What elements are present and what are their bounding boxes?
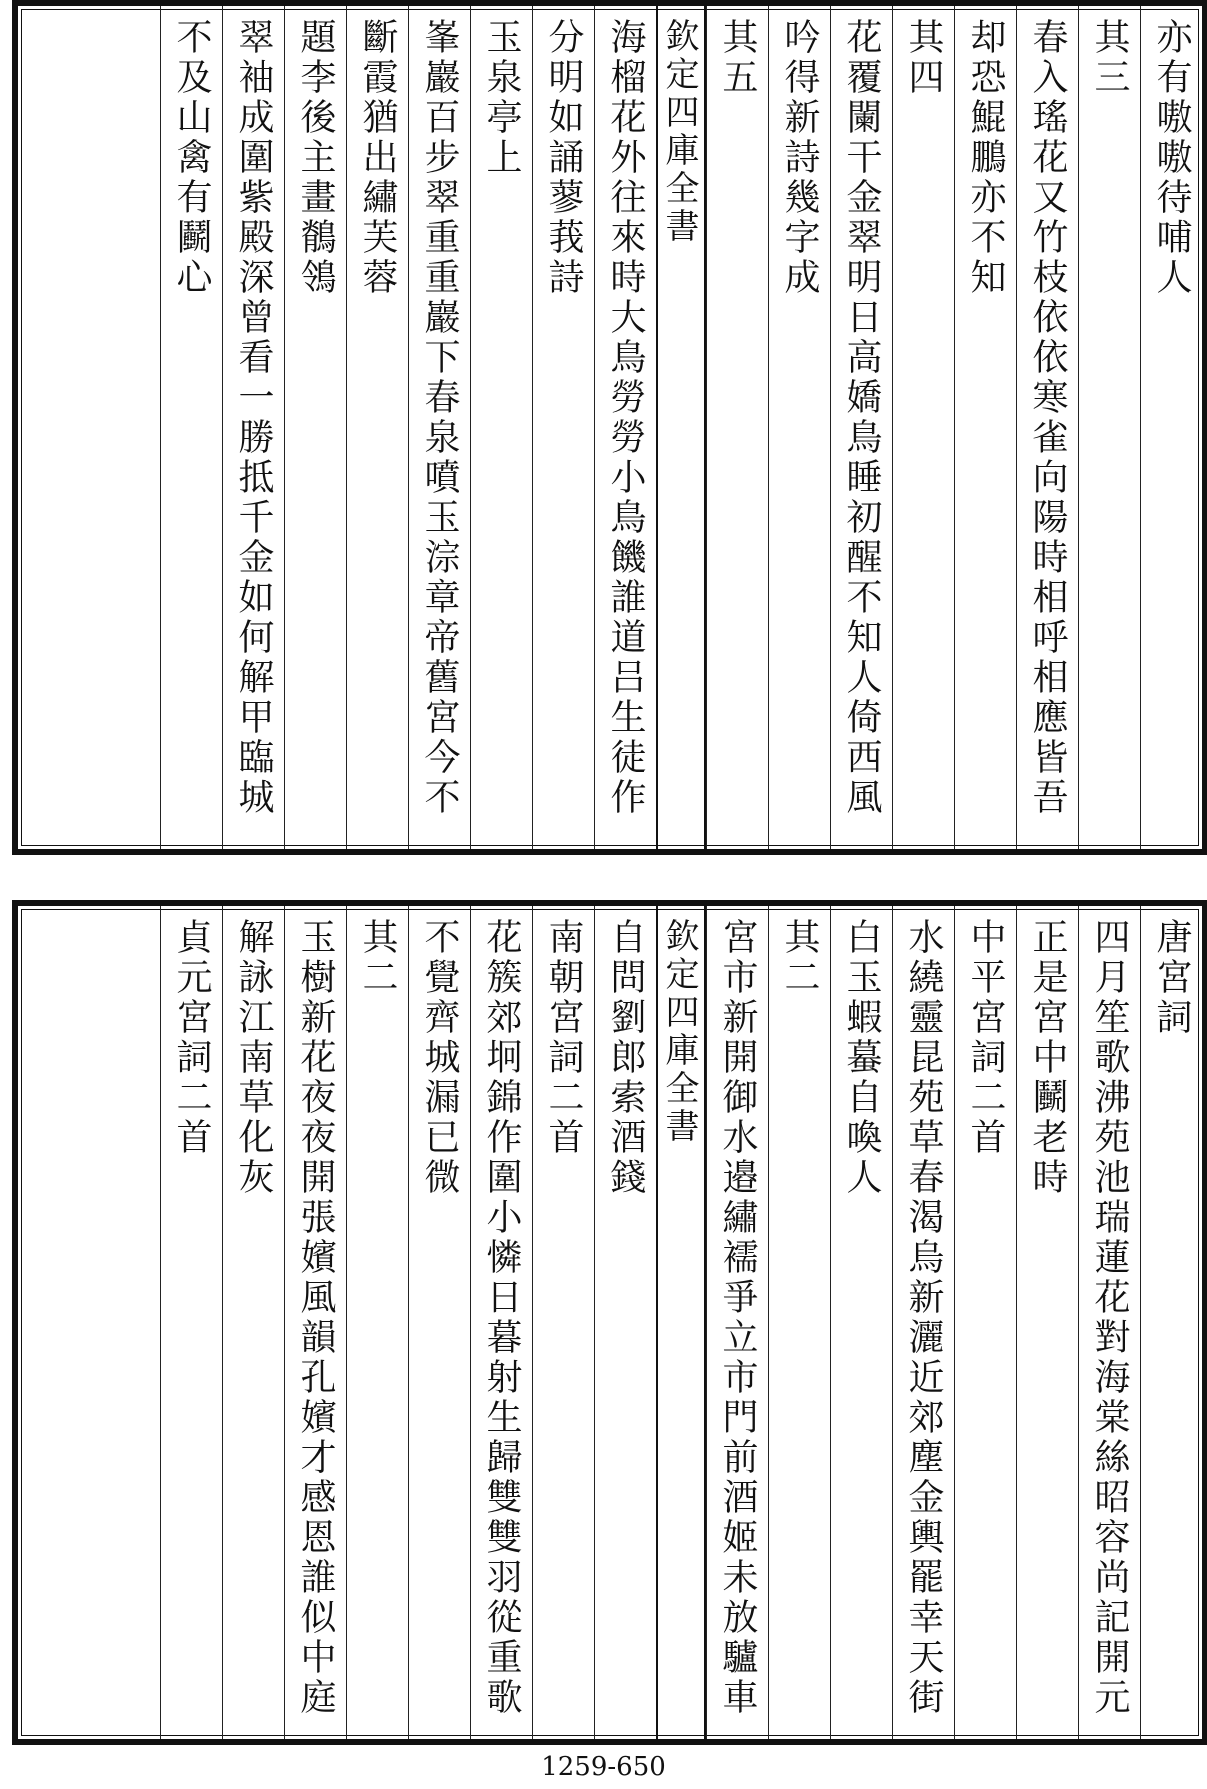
bottom-text-column: 宮市新開御水邉繡襦爭立市門前酒姬未放驢車 (706, 906, 768, 1739)
bottom-text-column: 不覺齊城漏已微 (408, 906, 470, 1739)
top-text-column: 峯巖百步翠重重巖下春泉噴玉淙章帝舊宮今不 (408, 6, 470, 849)
bottom-text-column: 白玉蝦蟇自喚人 (830, 906, 892, 1739)
bottom-page-frame (12, 900, 1207, 1745)
top-text-column: 其五 (706, 6, 768, 849)
bottom-page-columns (18, 906, 1202, 1739)
top-center-column (656, 6, 706, 849)
top-center-title: 欽定四庫全書 (659, 18, 699, 246)
bottom-center-title: 欽定四庫全書 (659, 918, 699, 1146)
top-page-columns (18, 6, 1202, 849)
bottom-text-column: 其二 (346, 906, 408, 1739)
top-text-column: 不及山禽有鬬心 (160, 6, 222, 849)
bottom-text-column: 四月笙歌沸苑池瑞蓮花對海棠絲昭容尚記開元 (1078, 906, 1140, 1739)
bottom-text-column: 解詠江南草化灰 (222, 906, 284, 1739)
top-text-column: 題李後主畫鶺鴒 (284, 6, 346, 849)
bottom-text-column: 玉樹新花夜夜開張嬪風韻孔嬪才感恩誰似中庭 (284, 906, 346, 1739)
top-text-column: 其四 (892, 6, 954, 849)
bottom-text-column: 正是宮中鬭老時 (1016, 906, 1078, 1739)
top-text-column: 吟得新詩幾字成 (768, 6, 830, 849)
bottom-text-column: 南朝宮詞二首 (532, 906, 594, 1739)
top-text-column: 春入瑤花又竹枝依依寒雀向陽時相呼相應皆吾 (1016, 6, 1078, 849)
bottom-text-column: 中平宮詞二首 (954, 906, 1016, 1739)
bottom-text-column: 唐宮詞 (1140, 906, 1202, 1739)
top-text-column: 却恐鯤鵬亦不知 (954, 6, 1016, 849)
bottom-text-column: 其二 (768, 906, 830, 1739)
top-text-column: 花覆闌干金翠明日高嬌鳥睡初醒不知人倚西風 (830, 6, 892, 849)
bottom-text-column: 自問劉郎索酒錢 (594, 906, 656, 1739)
bottom-text-column: 花簇郊坰錦作圍小憐日暮射生歸雙雙羽從重歌 (470, 906, 532, 1739)
bottom-center-column (656, 906, 706, 1739)
top-text-column: 斷霞猶出繡芙蓉 (346, 6, 408, 849)
page-number-footer: 1259-650 (541, 1752, 666, 1782)
bottom-text-column: 貞元宮詞二首 (160, 906, 222, 1739)
bottom-text-column: 水繞靈昆苑草春渴烏新灑近郊塵金輿罷幸天街 (892, 906, 954, 1739)
top-text-column: 亦有嗷嗷待哺人 (1140, 6, 1202, 849)
top-page-frame (12, 0, 1207, 855)
top-text-column: 翠袖成圍紫殿深曾看一勝抵千金如何解甲臨城 (222, 6, 284, 849)
top-text-column: 分明如誦蓼莪詩 (532, 6, 594, 849)
top-text-column: 海榴花外往來時大鳥勞勞小鳥饑誰道吕生徒作 (594, 6, 656, 849)
top-text-column: 其三 (1078, 6, 1140, 849)
top-text-column: 玉泉亭上 (470, 6, 532, 849)
